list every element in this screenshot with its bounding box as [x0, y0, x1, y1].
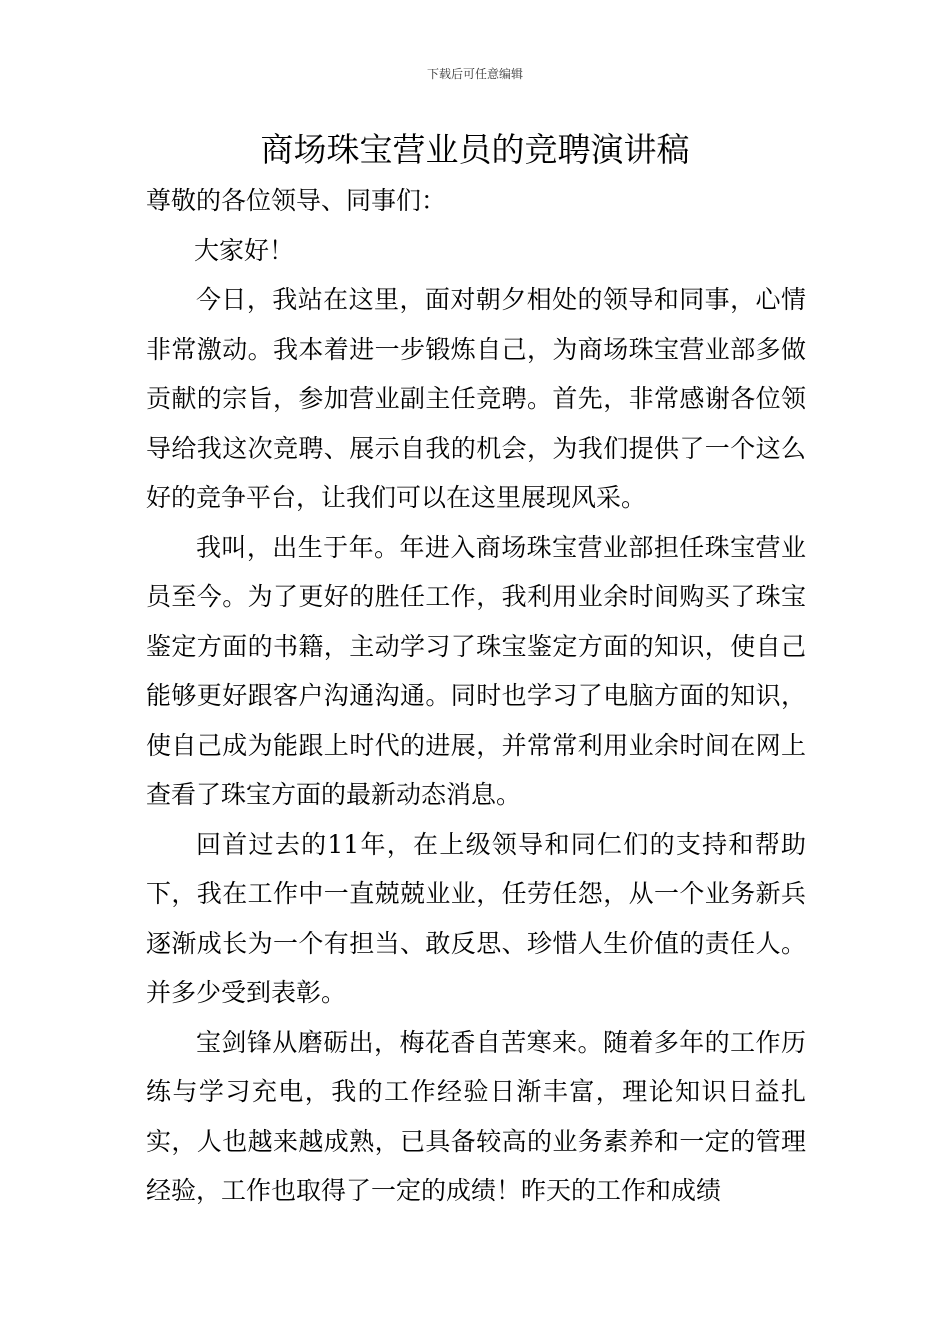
- paragraph-1: 今日，我站在这里，面对朝夕相处的领导和同事，心情非常激动。我本着进一步锻炼自己，为商场珠宝营业部多做贡献的宗旨，参加营业副主任竞聘。首先，非常感谢各位领导给我这次竞聘、展示自我的机会，为我们提供了一个这么好的竞争平台，让我们可以在这里展现风采。: [146, 285, 806, 512]
- paragraph-2: 我叫，出生于年。年进入商场珠宝营业部担任珠宝营业员至今。为了更好的胜任工作，我利用业余时间购买了珠宝鉴定方面的书籍，主动学习了珠宝鉴定方面的知识，使自己能够更好跟客户沟通沟通。同时也学习了电脑方面的知识，使自己成为能跟上时代的进展，并常常利用业余时间在网上查看了珠宝方面的最新动态消息。: [146, 532, 806, 809]
- page-header-note: 下载后可任意编辑: [426, 67, 523, 81]
- paragraph-3: 回首过去的11年，在上级领导和同仁们的支持和帮助下，我在工作中一直兢兢业业，任劳任怨，从一个业务新兵逐渐成长为一个有担当、敢反思、珍惜人生价值的责任人。并多少受到表彰。: [146, 829, 806, 1007]
- document-body: [146, 176, 806, 1216]
- greeting: 大家好！: [194, 235, 295, 265]
- paragraph-4: 宝剑锋从磨砺出，梅花香自苦寒来。随着多年的工作历练与学习充电，我的工作经验日渐丰富，理论知识日益扎实，人也越来越成熟，已具备较高的业务素养和一定的管理经验，工作也取得了一定的成绩！昨天的工作和成绩: [146, 1027, 806, 1205]
- document-title: 商场珠宝营业员的竞聘演讲稿: [260, 130, 690, 169]
- salutation: 尊敬的各位领导、同事们：: [146, 186, 447, 215]
